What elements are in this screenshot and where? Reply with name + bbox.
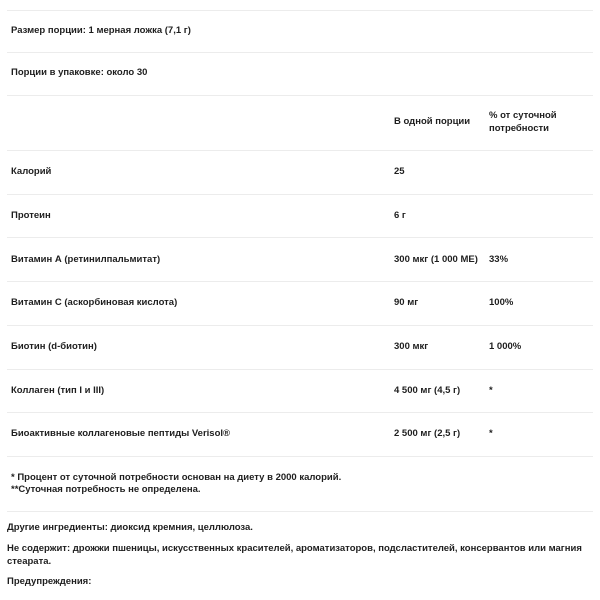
nutrient-daily-value: *: [489, 385, 493, 396]
divider: [7, 369, 593, 370]
nutrient-daily-value: *: [489, 428, 493, 439]
divider: [7, 456, 593, 457]
nutrient-daily-value: 33%: [489, 254, 509, 265]
header-daily-value-line2: потребности: [489, 122, 549, 134]
nutrient-name: Калорий: [11, 166, 52, 177]
nutrient-name: Витамин А (ретинилпальмитат): [11, 254, 161, 265]
warnings-label: Предупреждения:: [7, 576, 92, 587]
free-of-line1: Не содержит: дрожжи пшеницы, искусственных красителей, ароматизаторов, подсластителей, консервантов или магния: [7, 543, 582, 554]
nutrient-name: Биотин (d-биотин): [11, 341, 97, 352]
other-ingredients: Другие ингредиенты: диоксид кремния, целлюлоза.: [7, 522, 253, 533]
nutrient-amount: 300 мкг: [394, 341, 429, 352]
footnote-daily-value: * Процент от суточной потребности основан на диету в 2000 калорий.: [11, 472, 342, 483]
serving-size: Размер порции: 1 мерная ложка (7,1 г): [11, 25, 191, 36]
nutrient-daily-value: 100%: [489, 297, 514, 308]
nutrient-amount: 25: [394, 166, 405, 177]
nutrient-amount: 2 500 мг (2,5 г): [394, 428, 461, 439]
nutrient-name: Биоактивные коллагеновые пептиды Verisol®: [11, 428, 231, 439]
nutrient-name: Коллаген (тип I и III): [11, 385, 105, 396]
divider: [7, 95, 593, 96]
header-daily-value: [489, 110, 579, 135]
footnote-not-established: **Суточная потребность не определена.: [11, 484, 201, 495]
divider: [7, 150, 593, 151]
divider: [7, 511, 593, 512]
divider: [7, 10, 593, 11]
nutrient-amount: 4 500 мг (4,5 г): [394, 385, 461, 396]
header-amount-per-serving: В одной порции: [394, 116, 471, 127]
nutrient-daily-value: 1 000%: [489, 341, 522, 352]
servings-per-container: Порции в упаковке: около 30: [11, 67, 148, 78]
nutrient-name: Протеин: [11, 210, 51, 221]
free-of-line2: стеарата.: [7, 556, 52, 567]
divider: [7, 281, 593, 282]
divider: [7, 237, 593, 238]
nutrient-amount: 6 г: [394, 210, 406, 221]
divider: [7, 325, 593, 326]
nutrient-amount: 90 мг: [394, 297, 419, 308]
divider: [7, 412, 593, 413]
header-daily-value-line1: % от суточной: [489, 110, 557, 121]
divider: [7, 52, 593, 53]
nutrient-amount: 300 мкг (1 000 МЕ): [394, 254, 478, 265]
divider: [7, 194, 593, 195]
nutrient-name: Витамин С (аскорбиновая кислота): [11, 297, 178, 308]
